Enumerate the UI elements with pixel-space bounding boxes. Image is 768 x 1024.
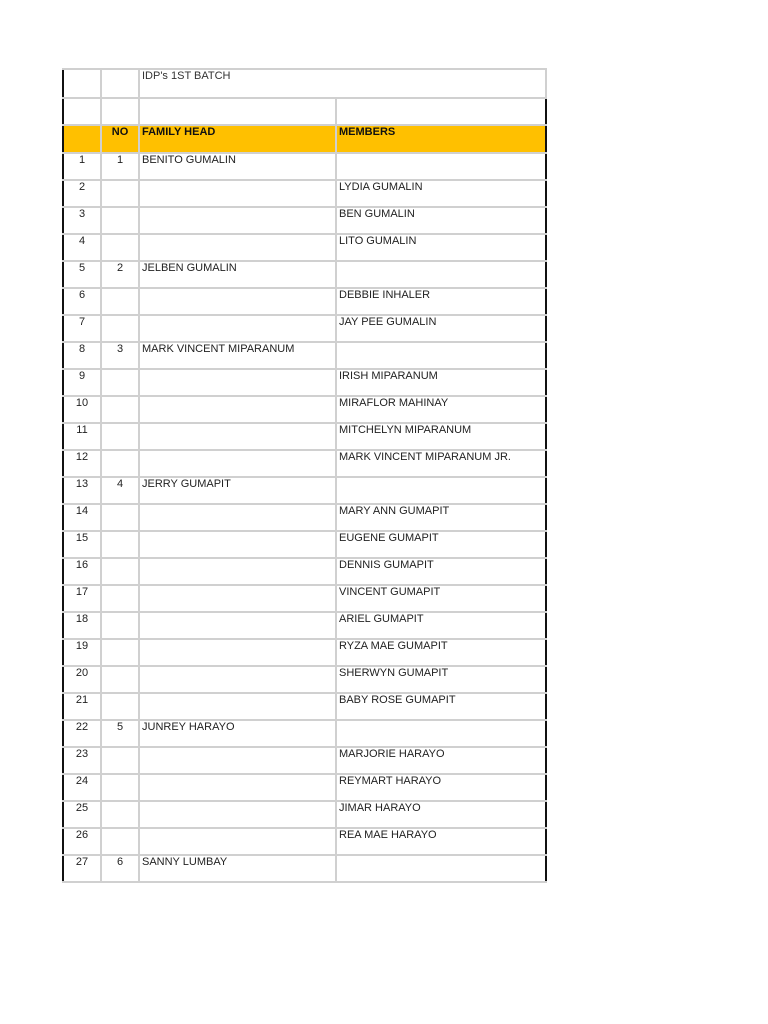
table-row (63, 342, 546, 369)
table-row (63, 288, 546, 315)
table-body (63, 69, 546, 882)
member-cell[interactable]: MARK VINCENT MIPARANUM JR. (336, 450, 546, 477)
header-index-cell[interactable] (63, 125, 101, 153)
family-no-cell[interactable] (101, 423, 139, 450)
row-index-cell[interactable]: 26 (63, 828, 101, 855)
member-cell[interactable]: ARIEL GUMAPIT (336, 612, 546, 639)
family-no-cell[interactable] (101, 747, 139, 774)
family-head-cell[interactable] (139, 423, 336, 450)
member-cell[interactable]: REYMART HARAYO (336, 774, 546, 801)
row-index-cell[interactable]: 8 (63, 342, 101, 369)
member-cell[interactable]: DENNIS GUMAPIT (336, 558, 546, 585)
title-row (63, 69, 546, 98)
family-head-cell[interactable] (139, 693, 336, 720)
table-row (63, 855, 546, 882)
table-row (63, 828, 546, 855)
family-no-cell[interactable]: 5 (101, 720, 139, 747)
family-head-cell[interactable] (139, 585, 336, 612)
table-row (63, 450, 546, 477)
family-no-cell[interactable] (101, 288, 139, 315)
family-no-cell[interactable] (101, 531, 139, 558)
row-index-cell[interactable]: 9 (63, 369, 101, 396)
member-cell[interactable]: IRISH MIPARANUM (336, 369, 546, 396)
member-cell[interactable]: BABY ROSE GUMAPIT (336, 693, 546, 720)
table-row (63, 558, 546, 585)
member-cell[interactable]: VINCENT GUMAPIT (336, 585, 546, 612)
table-row (63, 207, 546, 234)
family-head-cell[interactable]: JELBEN GUMALIN (139, 261, 336, 288)
header-row (63, 125, 546, 153)
table-row (63, 531, 546, 558)
family-head-cell[interactable] (139, 639, 336, 666)
row-index-cell[interactable]: 20 (63, 666, 101, 693)
table-row (63, 801, 546, 828)
row-index-cell[interactable]: 14 (63, 504, 101, 531)
table-row (63, 477, 546, 504)
row-index-cell[interactable]: 7 (63, 315, 101, 342)
table-row (63, 315, 546, 342)
idp-batch-table (62, 68, 547, 883)
family-no-cell[interactable]: 1 (101, 153, 139, 180)
family-head-cell[interactable] (139, 801, 336, 828)
family-head-cell[interactable]: MARK VINCENT MIPARANUM (139, 342, 336, 369)
family-head-cell[interactable] (139, 558, 336, 585)
family-no-cell[interactable] (101, 612, 139, 639)
family-head-cell[interactable] (139, 288, 336, 315)
header-members[interactable]: MEMBERS (336, 125, 546, 153)
family-head-cell[interactable]: SANNY LUMBAY (139, 855, 336, 882)
row-index-cell[interactable]: 1 (63, 153, 101, 180)
row-index-cell[interactable]: 23 (63, 747, 101, 774)
family-no-cell[interactable] (101, 666, 139, 693)
blank-row (63, 98, 546, 125)
table-row (63, 693, 546, 720)
row-index-cell[interactable]: 12 (63, 450, 101, 477)
family-no-cell[interactable] (101, 315, 139, 342)
family-no-cell[interactable] (101, 504, 139, 531)
row-index-cell[interactable]: 19 (63, 639, 101, 666)
title-cell-rest[interactable] (336, 69, 546, 98)
row-index-cell[interactable]: 18 (63, 612, 101, 639)
row-index-cell[interactable]: 3 (63, 207, 101, 234)
row-index-cell[interactable]: 16 (63, 558, 101, 585)
table-row (63, 504, 546, 531)
family-head-cell[interactable] (139, 180, 336, 207)
family-no-cell[interactable] (101, 450, 139, 477)
member-cell[interactable] (336, 261, 546, 288)
member-cell[interactable]: REA MAE HARAYO (336, 828, 546, 855)
table-row (63, 180, 546, 207)
table-row (63, 666, 546, 693)
member-cell[interactable]: EUGENE GUMAPIT (336, 531, 546, 558)
title-cell-no[interactable] (101, 69, 139, 98)
family-no-cell[interactable] (101, 180, 139, 207)
family-head-cell[interactable] (139, 315, 336, 342)
row-index-cell[interactable]: 17 (63, 585, 101, 612)
blank-cell[interactable] (63, 98, 101, 125)
blank-cell[interactable] (336, 98, 546, 125)
family-no-cell[interactable] (101, 774, 139, 801)
row-index-cell[interactable]: 21 (63, 693, 101, 720)
family-no-cell[interactable]: 4 (101, 477, 139, 504)
family-head-cell[interactable]: JUNREY HARAYO (139, 720, 336, 747)
family-head-cell[interactable]: BENITO GUMALIN (139, 153, 336, 180)
member-cell[interactable]: DEBBIE INHALER (336, 288, 546, 315)
family-no-cell[interactable] (101, 585, 139, 612)
family-no-cell[interactable] (101, 234, 139, 261)
family-no-cell[interactable] (101, 693, 139, 720)
table-row (63, 423, 546, 450)
family-no-cell[interactable] (101, 828, 139, 855)
family-head-cell[interactable] (139, 666, 336, 693)
table-row (63, 396, 546, 423)
row-index-cell[interactable]: 24 (63, 774, 101, 801)
family-no-cell[interactable] (101, 207, 139, 234)
row-index-cell[interactable]: 5 (63, 261, 101, 288)
table-row (63, 585, 546, 612)
table-row (63, 369, 546, 396)
member-cell[interactable]: LYDIA GUMALIN (336, 180, 546, 207)
row-index-cell[interactable]: 22 (63, 720, 101, 747)
family-head-cell[interactable] (139, 234, 336, 261)
family-head-cell[interactable] (139, 207, 336, 234)
family-no-cell[interactable] (101, 801, 139, 828)
header-family-head[interactable]: FAMILY HEAD (139, 125, 336, 153)
row-index-cell[interactable]: 25 (63, 801, 101, 828)
family-no-cell[interactable] (101, 396, 139, 423)
member-cell[interactable] (336, 153, 546, 180)
family-head-cell[interactable] (139, 612, 336, 639)
member-cell[interactable]: MARJORIE HARAYO (336, 747, 546, 774)
row-index-cell[interactable]: 13 (63, 477, 101, 504)
row-index-cell[interactable]: 6 (63, 288, 101, 315)
family-no-cell[interactable]: 6 (101, 855, 139, 882)
member-cell[interactable] (336, 720, 546, 747)
family-no-cell[interactable]: 3 (101, 342, 139, 369)
member-cell[interactable]: BEN GUMALIN (336, 207, 546, 234)
family-head-cell[interactable] (139, 828, 336, 855)
member-cell[interactable]: MITCHELYN MIPARANUM (336, 423, 546, 450)
blank-cell[interactable] (139, 98, 336, 125)
family-head-cell[interactable] (139, 504, 336, 531)
blank-cell[interactable] (101, 98, 139, 125)
member-cell[interactable]: RYZA MAE GUMAPIT (336, 639, 546, 666)
table-row (63, 720, 546, 747)
row-index-cell[interactable]: 10 (63, 396, 101, 423)
member-cell[interactable]: MARY ANN GUMAPIT (336, 504, 546, 531)
family-head-cell[interactable] (139, 747, 336, 774)
header-no[interactable]: NO (101, 125, 139, 153)
family-head-cell[interactable] (139, 531, 336, 558)
member-cell[interactable] (336, 342, 546, 369)
row-index-cell[interactable]: 15 (63, 531, 101, 558)
family-no-cell[interactable] (101, 369, 139, 396)
member-cell[interactable]: SHERWYN GUMAPIT (336, 666, 546, 693)
row-index-cell[interactable]: 11 (63, 423, 101, 450)
family-head-cell[interactable]: JERRY GUMAPIT (139, 477, 336, 504)
member-cell[interactable] (336, 477, 546, 504)
table-row (63, 747, 546, 774)
title-cell-index[interactable] (63, 69, 101, 98)
member-cell[interactable]: JIMAR HARAYO (336, 801, 546, 828)
sheet-title[interactable]: IDP's 1ST BATCH (139, 69, 336, 98)
row-index-cell[interactable]: 27 (63, 855, 101, 882)
row-index-cell[interactable]: 2 (63, 180, 101, 207)
table-row (63, 234, 546, 261)
table-row (63, 612, 546, 639)
table-row (63, 774, 546, 801)
family-no-cell[interactable]: 2 (101, 261, 139, 288)
member-cell[interactable] (336, 855, 546, 882)
member-cell[interactable]: MIRAFLOR MAHINAY (336, 396, 546, 423)
family-head-cell[interactable] (139, 396, 336, 423)
table-row (63, 639, 546, 666)
row-index-cell[interactable]: 4 (63, 234, 101, 261)
family-head-cell[interactable] (139, 774, 336, 801)
family-no-cell[interactable] (101, 558, 139, 585)
family-head-cell[interactable] (139, 369, 336, 396)
table-row (63, 153, 546, 180)
table-row (63, 261, 546, 288)
member-cell[interactable]: JAY PEE GUMALIN (336, 315, 546, 342)
member-cell[interactable]: LITO GUMALIN (336, 234, 546, 261)
family-no-cell[interactable] (101, 639, 139, 666)
family-head-cell[interactable] (139, 450, 336, 477)
